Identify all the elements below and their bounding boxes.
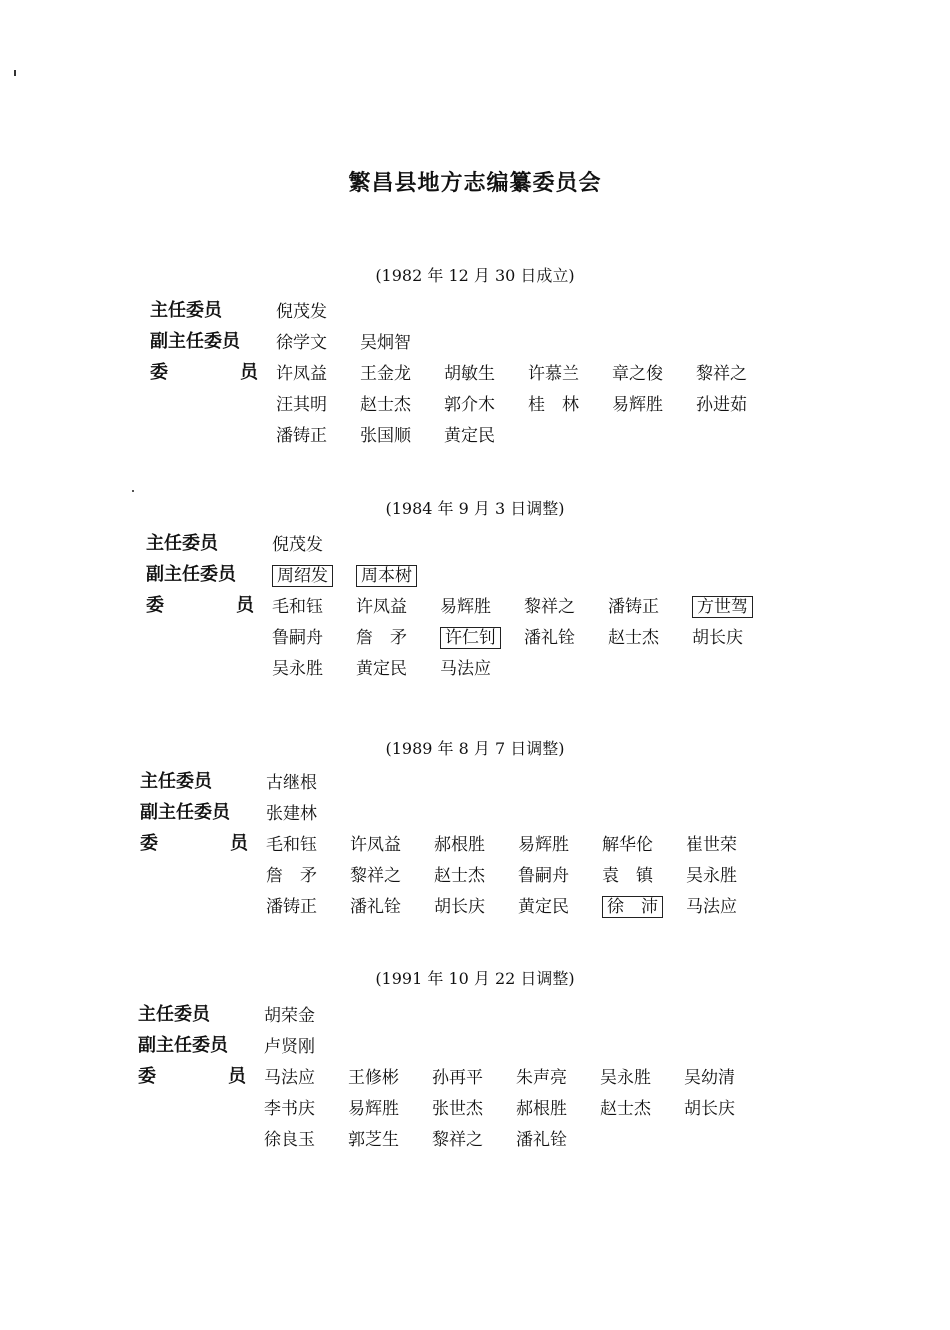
- member-name-text: 徐学文: [276, 333, 327, 353]
- member-name: [264, 1063, 348, 1088]
- member-name-text: 郭芝生: [348, 1130, 399, 1150]
- member-name-text: 汪其明: [276, 395, 327, 415]
- section-date: (1984 年 9 月 3 日调整): [385, 499, 565, 518]
- member-name: [264, 1032, 348, 1057]
- member-name-text: 李书庆: [264, 1099, 315, 1119]
- member-name-text: 黄定民: [518, 897, 569, 917]
- member-name-text: 马法应: [264, 1068, 315, 1088]
- member-name: [272, 592, 356, 617]
- scan-speck: [132, 490, 134, 492]
- member-name: [348, 1094, 432, 1119]
- member-name-text: 易辉胜: [348, 1099, 399, 1119]
- member-name: [440, 592, 524, 617]
- member-name: [444, 390, 528, 415]
- member-name-text: 许慕兰: [528, 364, 579, 384]
- member-name-text: 许凤益: [356, 597, 407, 617]
- member-name: [348, 1125, 432, 1150]
- member-name: [276, 390, 360, 415]
- member-name: [528, 359, 612, 384]
- member-names-row: [272, 623, 776, 648]
- member-name-text: 郭介木: [444, 395, 495, 415]
- section-date: (1989 年 8 月 7 日调整): [385, 739, 565, 758]
- member-name: [266, 861, 350, 886]
- member-name-text: 朱声亮: [516, 1068, 567, 1088]
- member-name: [686, 892, 770, 917]
- member-name: [602, 861, 686, 886]
- member-names-row: [276, 297, 360, 322]
- member-name-text: 张建林: [266, 804, 317, 824]
- member-name: [696, 359, 780, 384]
- member-name-text: 吴永胜: [600, 1068, 651, 1088]
- member-names-row: [266, 830, 770, 855]
- member-name-text: 黄定民: [444, 426, 495, 446]
- member-name-text: 赵士杰: [608, 628, 659, 648]
- member-name: [692, 623, 776, 648]
- role-label: 主任委员: [146, 533, 218, 554]
- member-name: [612, 390, 696, 415]
- member-name: [266, 892, 350, 917]
- member-name: [272, 623, 356, 648]
- role-label: 主任委员: [138, 1004, 210, 1025]
- member-name: [356, 654, 440, 679]
- member-name: [686, 830, 770, 855]
- member-name-text: 潘礼铨: [350, 897, 401, 917]
- member-name: [360, 421, 444, 446]
- member-name: [272, 654, 356, 679]
- member-name-text: 潘礼铨: [516, 1130, 567, 1150]
- member-name-text: 詹 矛: [356, 628, 407, 648]
- member-name: [360, 328, 444, 353]
- member-name-text: 郝根胜: [516, 1099, 567, 1119]
- member-name-text: 黄定民: [356, 659, 407, 679]
- member-names-row: [266, 768, 350, 793]
- member-name: [434, 892, 518, 917]
- member-name-text: 吴永胜: [272, 659, 323, 679]
- member-name: [434, 861, 518, 886]
- member-name: [684, 1063, 768, 1088]
- member-names-row: [264, 1063, 768, 1088]
- member-name: [600, 1063, 684, 1088]
- member-name: [272, 530, 356, 555]
- member-name-text: 马法应: [440, 659, 491, 679]
- member-name-text: 许凤益: [350, 835, 401, 855]
- member-name: [518, 830, 602, 855]
- member-name-text: 章之俊: [612, 364, 663, 384]
- member-name: [356, 592, 440, 617]
- member-names-row: [272, 592, 776, 617]
- member-name: [434, 830, 518, 855]
- member-name-text: 鲁嗣舟: [272, 628, 323, 648]
- member-name-text: 方世驾: [692, 596, 753, 618]
- member-name: [516, 1094, 600, 1119]
- member-name-text: 赵士杰: [600, 1099, 651, 1119]
- member-name-boxed: [272, 561, 356, 586]
- member-name-text: 解华伦: [602, 835, 653, 855]
- member-name-text: 黎祥之: [696, 364, 747, 384]
- member-names-row: [264, 1094, 768, 1119]
- member-names-row: [272, 530, 356, 555]
- member-name: [608, 592, 692, 617]
- member-name-text: 胡敏生: [444, 364, 495, 384]
- member-name-text: 王修彬: [348, 1068, 399, 1088]
- member-name-text: 胡长庆: [434, 897, 485, 917]
- member-name: [432, 1094, 516, 1119]
- member-name-text: 徐良玉: [264, 1130, 315, 1150]
- member-name-text: 张国顺: [360, 426, 411, 446]
- member-name-text: 胡荣金: [264, 1006, 315, 1026]
- member-name: [684, 1094, 768, 1119]
- member-name: [356, 623, 440, 648]
- member-name-text: 易辉胜: [440, 597, 491, 617]
- member-name: [444, 421, 528, 446]
- member-name: [524, 592, 608, 617]
- member-name: [528, 390, 612, 415]
- member-names-row: [276, 390, 780, 415]
- member-name: [266, 830, 350, 855]
- member-name-text: 王金龙: [360, 364, 411, 384]
- role-label: 委 员: [146, 595, 254, 616]
- member-name-text: 桂 林: [528, 395, 579, 415]
- member-name: [360, 359, 444, 384]
- member-name-text: 詹 矛: [266, 866, 317, 886]
- member-name-text: 马法应: [686, 897, 737, 917]
- member-name: [350, 830, 434, 855]
- role-label: 主任委员: [150, 300, 222, 321]
- member-name-text: 潘铸正: [276, 426, 327, 446]
- member-name: [350, 892, 434, 917]
- member-name-text: 崔世荣: [686, 835, 737, 855]
- member-name: [686, 861, 770, 886]
- member-name-text: 孙进茹: [696, 395, 747, 415]
- member-name: [276, 297, 360, 322]
- member-name-text: 袁 镇: [602, 866, 653, 886]
- member-name-text: 赵士杰: [360, 395, 411, 415]
- member-name: [360, 390, 444, 415]
- role-label: 副主任委员: [138, 1035, 228, 1056]
- role-label: 副主任委员: [150, 331, 240, 352]
- member-name: [602, 830, 686, 855]
- role-label: 主任委员: [140, 771, 212, 792]
- member-names-row: [272, 654, 524, 679]
- member-name: [612, 359, 696, 384]
- member-name: [276, 421, 360, 446]
- member-name-text: 许仁钊: [440, 627, 501, 649]
- member-name-boxed: [356, 561, 440, 586]
- member-names-row: [272, 561, 440, 586]
- member-name-text: 赵士杰: [434, 866, 485, 886]
- member-names-row: [266, 892, 770, 917]
- member-name: [444, 359, 528, 384]
- member-name: [264, 1125, 348, 1150]
- member-name-text: 孙再平: [432, 1068, 483, 1088]
- section-date: (1982 年 12 月 30 日成立): [375, 266, 575, 285]
- member-name-text: 易辉胜: [612, 395, 663, 415]
- member-name-text: 吴幼清: [684, 1068, 735, 1088]
- member-name-boxed: [602, 892, 686, 917]
- member-names-row: [266, 799, 350, 824]
- member-name-text: 黎祥之: [350, 866, 401, 886]
- member-name-text: 吴炯智: [360, 333, 411, 353]
- member-name-text: 徐 沛: [602, 896, 663, 918]
- member-name: [608, 623, 692, 648]
- member-names-row: [264, 1001, 348, 1026]
- role-label: 副主任委员: [146, 564, 236, 585]
- member-name: [600, 1094, 684, 1119]
- member-names-row: [276, 421, 528, 446]
- member-name-boxed: [692, 592, 776, 617]
- member-names-row: [264, 1125, 600, 1150]
- member-name-text: 张世杰: [432, 1099, 483, 1119]
- member-name: [440, 654, 524, 679]
- member-name-text: 卢贤刚: [264, 1037, 315, 1057]
- member-name-text: 毛和钰: [272, 597, 323, 617]
- member-name: [432, 1125, 516, 1150]
- member-name-boxed: [440, 623, 524, 648]
- member-name-text: 毛和钰: [266, 835, 317, 855]
- member-name-text: 胡长庆: [692, 628, 743, 648]
- member-name-text: 鲁嗣舟: [518, 866, 569, 886]
- member-name-text: 周本树: [356, 565, 417, 587]
- member-name-text: 周绍发: [272, 565, 333, 587]
- member-name-text: 倪茂发: [272, 535, 323, 555]
- role-label: 委 员: [150, 362, 258, 383]
- member-name: [516, 1125, 600, 1150]
- member-name: [696, 390, 780, 415]
- section-date: (1991 年 10 月 22 日调整): [375, 969, 575, 988]
- member-name: [266, 799, 350, 824]
- member-name: [264, 1094, 348, 1119]
- member-names-row: [264, 1032, 348, 1057]
- member-name: [350, 861, 434, 886]
- member-name-text: 郝根胜: [434, 835, 485, 855]
- member-names-row: [266, 861, 770, 886]
- member-name: [432, 1063, 516, 1088]
- page-title: 繁昌县地方志编纂委员会: [348, 171, 602, 196]
- member-name-text: 潘铸正: [266, 897, 317, 917]
- role-label: 委 员: [138, 1066, 246, 1087]
- member-name: [518, 861, 602, 886]
- member-name-text: 许凤益: [276, 364, 327, 384]
- member-name: [276, 359, 360, 384]
- scan-mark: [14, 70, 16, 76]
- role-label: 委 员: [140, 833, 248, 854]
- member-name-text: 易辉胜: [518, 835, 569, 855]
- member-name-text: 吴永胜: [686, 866, 737, 886]
- member-name: [518, 892, 602, 917]
- member-name-text: 潘礼铨: [524, 628, 575, 648]
- member-name-text: 潘铸正: [608, 597, 659, 617]
- member-name-text: 古继根: [266, 773, 317, 793]
- member-name: [264, 1001, 348, 1026]
- member-name: [276, 328, 360, 353]
- member-name-text: 黎祥之: [432, 1130, 483, 1150]
- member-name: [516, 1063, 600, 1088]
- role-label: 副主任委员: [140, 802, 230, 823]
- member-name-text: 黎祥之: [524, 597, 575, 617]
- member-names-row: [276, 359, 780, 384]
- member-names-row: [276, 328, 444, 353]
- member-name: [348, 1063, 432, 1088]
- member-name: [266, 768, 350, 793]
- member-name-text: 倪茂发: [276, 302, 327, 322]
- member-name-text: 胡长庆: [684, 1099, 735, 1119]
- member-name: [524, 623, 608, 648]
